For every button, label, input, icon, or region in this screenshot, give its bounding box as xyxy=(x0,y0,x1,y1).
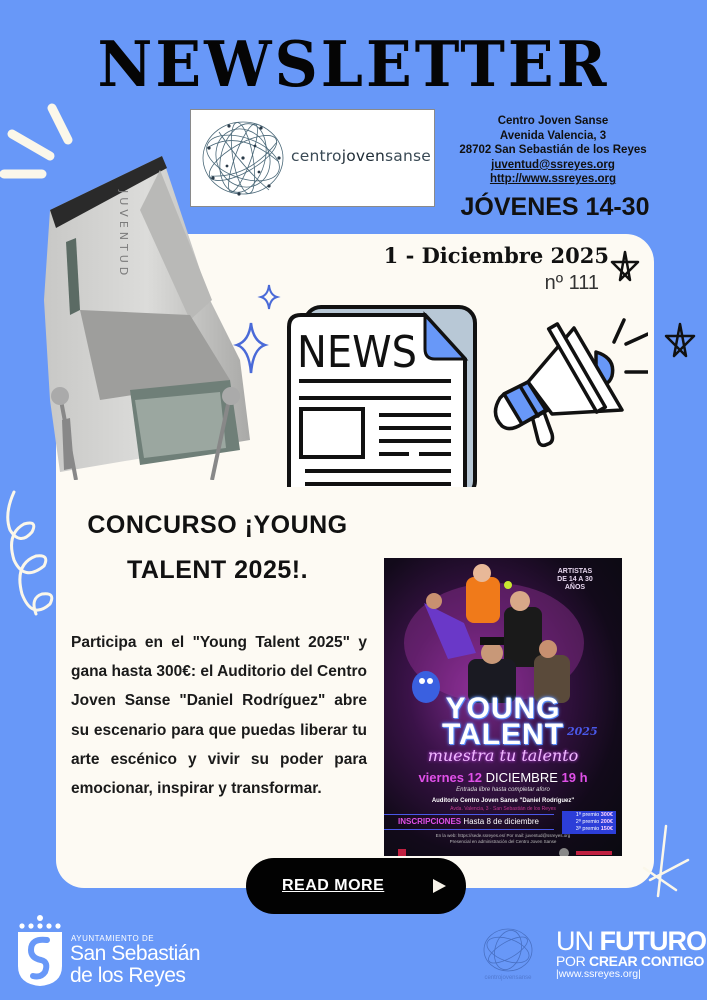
logo-wordmark: centrojovensanse xyxy=(291,147,432,165)
poster-year: 2025 xyxy=(567,725,598,738)
poster-event-date: viernes 12 DICIEMBRE 19 h xyxy=(418,770,588,785)
poster-registration-info: En la web: https://sede.ssreyes.es/ Por mail: juventud@ssreyes.org Presencial en administración del Centro Joven Sanse xyxy=(435,833,571,844)
white-sparkle-decoration xyxy=(640,820,700,900)
poster-entry-note: Entrada libre hasta completar aforo xyxy=(456,787,550,793)
poster-address: Avda. Valencia, 3 · San Sebastián de los Reyes xyxy=(450,806,556,812)
poster-tagline: muestra tu talento xyxy=(427,746,579,765)
newspaper-icon xyxy=(283,297,483,487)
star-outline-icon xyxy=(610,250,640,284)
contact-website-link[interactable]: http://www.ssreyes.org xyxy=(489,173,617,186)
issue-number: nº 111 xyxy=(544,272,599,294)
centro-joven-footer-logo: centrojovensanse xyxy=(478,927,538,987)
young-talent-poster[interactable] xyxy=(384,558,622,856)
read-more-button[interactable] xyxy=(246,858,466,914)
ayuntamiento-logo[interactable] xyxy=(17,914,237,994)
poster-footer-logos xyxy=(384,847,622,856)
play-arrow-icon xyxy=(433,879,446,893)
footer-website[interactable]: |www.ssreyes.org| xyxy=(556,968,641,980)
city-shield-icon xyxy=(17,914,63,986)
poster-venue: Auditorio Centro Joven Sanse "Daniel Rodríguez" xyxy=(431,798,575,804)
article-title: CONCURSO ¡YOUNG TALENT 2025!. xyxy=(87,511,348,584)
globe-network-icon xyxy=(482,927,534,973)
contact-name: Centro Joven Sanse xyxy=(497,115,609,127)
city-name-line2: de los Reyes xyxy=(70,964,186,987)
un-futuro-slogan: UN FUTURO POR CREAR CONTIGO |www.ssreyes.org| xyxy=(556,926,706,980)
contact-street: Avenida Valencia, 3 xyxy=(499,129,607,142)
megaphone-icon xyxy=(478,306,648,451)
poster-prizes: 1º premio 300€ 2º premio 200€ 3º premio 150€ xyxy=(562,811,616,834)
contact-city: 28702 San Sebastián de los Reyes xyxy=(459,144,647,157)
city-name-line1: San Sebastián xyxy=(70,942,201,965)
sparkle-icon xyxy=(233,283,283,383)
poster-registration: INSCRIPCIONES Hasta 8 de diciembre xyxy=(384,814,554,830)
swirl-decoration xyxy=(0,490,58,630)
contact-email-link[interactable]: juventud@ssreyes.org xyxy=(491,158,615,171)
ayuntamiento-label: AYUNTAMIENTO DE xyxy=(71,934,155,943)
poster-title: YOUNG TALENT xyxy=(441,692,565,751)
issue-date: 1 - Diciembre 2025 xyxy=(383,243,609,268)
article-body: Participa en el "Young Talent 2025" y gana hasta 300€: el Auditorio del Centro Joven Sanse "Daniel Rodríguez" abre su escenario para que puedas liberar tu arte escénico y vivir su poder para emocionar, inspirar y transformar. xyxy=(71,634,367,798)
newsletter-masthead: NEWSLETTER xyxy=(97,28,610,102)
svg-text:NEWS: NEWS xyxy=(297,327,417,378)
audience-age-range: JÓVENES 14-30 xyxy=(460,193,650,221)
read-more-label: READ MORE xyxy=(282,877,385,894)
star-outline-icon xyxy=(664,322,696,360)
poster-artists-age: ARTISTAS DE 14 A 30 AÑOS xyxy=(557,568,593,591)
svg-text:JUVENTUD: JUVENTUD xyxy=(117,190,130,280)
contact-block xyxy=(448,114,658,187)
